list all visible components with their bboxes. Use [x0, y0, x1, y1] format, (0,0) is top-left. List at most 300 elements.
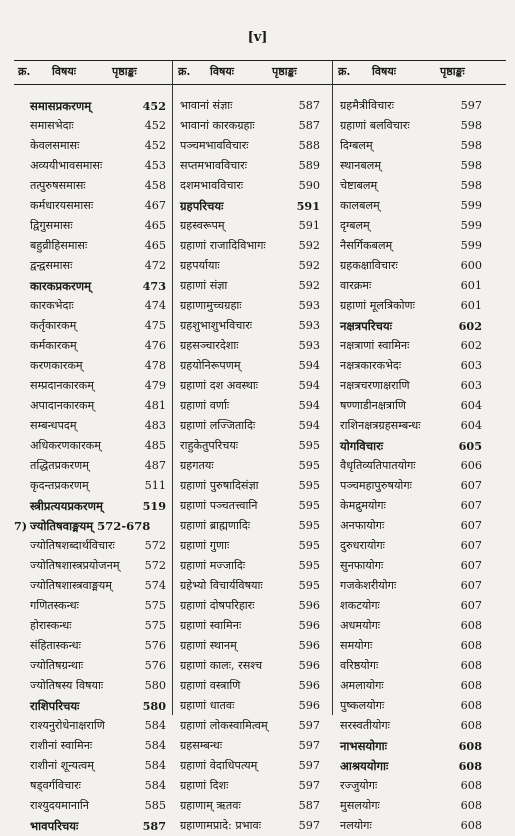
toc-entry-title: गणितस्कन्धः — [30, 599, 79, 612]
toc-entry-page: 584 — [144, 759, 166, 772]
toc-entry-page: 453 — [144, 159, 166, 172]
toc-entry — [30, 616, 168, 636]
toc-entry-title: राश्यनुरोधेनाक्षराणि — [30, 719, 105, 732]
toc-entry-page: 597 — [298, 819, 320, 832]
toc-entry — [340, 356, 482, 376]
toc-entry — [180, 736, 322, 756]
header-bottom-rule — [14, 84, 506, 85]
toc-entry-title: वैधृतिव्यतिपातयोगः — [340, 459, 416, 472]
toc-entry-title: ग्रहाणां गुणाः — [180, 539, 230, 552]
toc-entry — [180, 116, 322, 136]
toc-entry-page: 608 — [458, 759, 482, 773]
toc-entry — [30, 236, 168, 256]
toc-entry — [30, 596, 168, 616]
toc-entry — [180, 776, 322, 796]
toc-entry — [30, 696, 168, 716]
toc-entry-title: तत्पुरुषसमासः — [30, 179, 86, 192]
toc-entry-title: ग्रहाणां धातवः — [180, 699, 235, 712]
toc-entry-title: तद्धितप्रकरणम् — [30, 459, 89, 472]
toc-entry — [30, 356, 168, 376]
toc-entry-title: समासभेदाः — [30, 119, 74, 132]
toc-entry — [30, 636, 168, 656]
toc-entry-title: ग्रहाणामुच्चग्रहाः — [180, 299, 242, 312]
toc-entry-title: नक्षत्रचरणाक्षराणि — [340, 379, 410, 392]
toc-entry-page: 479 — [144, 379, 166, 392]
toc-entry — [180, 456, 322, 476]
toc-entry-page: 474 — [144, 299, 166, 312]
toc-entry-title: राहुकेतुपरिचयः — [180, 439, 239, 452]
toc-entry-page: 590 — [298, 179, 320, 192]
toc-entry-title: अव्ययीभावसमासः — [30, 159, 103, 172]
toc-entry — [180, 496, 322, 516]
toc-entry-page: 576 — [144, 639, 166, 652]
toc-column-2 — [180, 96, 322, 836]
toc-entry-title: ज्योतिषग्रन्थाः — [30, 659, 84, 672]
toc-entry-title: ग्रहाणां मज्जादिः — [180, 559, 246, 572]
toc-entry-title: कारकप्रकरणम् — [30, 279, 92, 293]
toc-entry-page: 608 — [460, 659, 482, 672]
toc-entry-page: 485 — [144, 439, 166, 452]
toc-entry-title: ग्रहाणां वस्त्राणि — [180, 679, 241, 692]
toc-entry-page: 603 — [460, 359, 482, 372]
toc-entry — [340, 256, 482, 276]
toc-entry-page: 452 — [144, 119, 166, 132]
toc-entry — [180, 796, 322, 816]
toc-entry-title: केमद्रुमयोगः — [340, 499, 386, 512]
toc-entry-page: 473 — [142, 279, 166, 293]
toc-entry-page: 595 — [298, 459, 320, 472]
toc-entry-title: ग्रहाणां पञ्चतत्त्वानि — [180, 499, 258, 512]
toc-column-3 — [340, 96, 482, 836]
toc-entry-page: 585 — [144, 799, 166, 812]
toc-entry-page: 519 — [142, 499, 166, 513]
toc-entry — [180, 556, 322, 576]
toc-entry — [180, 256, 322, 276]
toc-entry-page: 598 — [460, 139, 482, 152]
toc-entry — [180, 476, 322, 496]
toc-entry-page: 588 — [298, 139, 320, 152]
toc-entry-page: 596 — [298, 699, 320, 712]
toc-entry-title: ग्रहाणां लोकस्वामित्वम् — [180, 719, 268, 732]
toc-entry-title: ग्रहाणां स्वामिनः — [180, 619, 242, 632]
toc-entry-title: आश्रययोगाः — [340, 759, 389, 773]
toc-entry — [340, 816, 482, 836]
toc-entry — [180, 276, 322, 296]
toc-entry-title: नलयोगः — [340, 819, 372, 832]
toc-entry-title: ग्रहाणां दोषपरिहारः — [180, 599, 255, 612]
toc-entry — [30, 116, 168, 136]
toc-entry — [180, 536, 322, 556]
toc-entry — [180, 656, 322, 676]
toc-entry-page: 592 — [298, 279, 320, 292]
toc-entry — [180, 236, 322, 256]
toc-entry — [180, 576, 322, 596]
toc-entry — [30, 796, 168, 816]
toc-entry-page: 596 — [298, 659, 320, 672]
toc-entry — [340, 196, 482, 216]
toc-entry-page: 606 — [460, 459, 482, 472]
toc-entry-title: कर्मकारकम् — [30, 339, 77, 352]
toc-entry-page: 605 — [458, 439, 482, 453]
toc-entry-title: ग्रहस्वरूपम् — [180, 219, 225, 232]
toc-entry-page: 472 — [144, 259, 166, 272]
toc-entry — [340, 276, 482, 296]
toc-entry-page: 607 — [460, 599, 482, 612]
toc-entry-title: योगविचारः — [340, 439, 384, 453]
toc-entry-title: ज्योतिषवाङ्मयम् 572-678 — [30, 519, 151, 533]
toc-entry — [340, 716, 482, 736]
toc-entry-title: स्थानबलम् — [340, 159, 382, 172]
toc-entry — [180, 376, 322, 396]
toc-entry-title: अधिकरणकारकम् — [30, 439, 101, 452]
toc-entry-title: ग्रहाणां पुरुषादिसंज्ञा — [180, 479, 259, 492]
toc-entry-page: 584 — [144, 739, 166, 752]
toc-entry-title: ग्रहाणां कालः, रसश्च — [180, 659, 263, 672]
toc-entry — [180, 636, 322, 656]
toc-entry-title: दिग्बलम् — [340, 139, 373, 152]
toc-entry — [30, 716, 168, 736]
toc-entry-title: स्त्रीप्रत्ययप्रकरणम् — [30, 499, 103, 513]
toc-entry — [340, 516, 482, 536]
toc-entry-title: ज्योतिषशास्त्रप्रयोजनम् — [30, 559, 120, 572]
toc-entry-title: कृदन्तप्रकरणम् — [30, 479, 89, 492]
toc-entry — [340, 316, 482, 336]
toc-entry-page: 465 — [144, 239, 166, 252]
toc-entry — [30, 496, 168, 516]
toc-entry-title: ज्योतिषशास्त्रवाङ्मयम् — [30, 579, 112, 592]
toc-entry — [30, 316, 168, 336]
toc-entry-title: ग्रहपरिचयः — [180, 199, 224, 213]
toc-entry-page: 594 — [298, 359, 320, 372]
toc-entry-title: ग्रहाणां बलविचारः — [340, 119, 410, 132]
toc-entry-page: 584 — [144, 779, 166, 792]
toc-entry-title: ग्रहाणामप्रादे: प्रभावः — [180, 819, 261, 832]
toc-entry-title: करणकारकम् — [30, 359, 83, 372]
header-no: क्र. — [178, 65, 191, 78]
toc-entry-title: राशिनक्षत्रग्रहसम्बन्धः — [340, 419, 421, 432]
toc-entry — [30, 476, 168, 496]
toc-entry — [340, 396, 482, 416]
toc-entry-page: 597 — [298, 779, 320, 792]
header-subject: विषयः — [52, 65, 76, 78]
toc-entry-title: समयोगः — [340, 639, 373, 652]
toc-entry — [340, 676, 482, 696]
toc-entry — [340, 596, 482, 616]
toc-entry — [30, 156, 168, 176]
toc-entry-title: अमलायोगः — [340, 679, 384, 692]
toc-entry-title: नाभसयोगाः — [340, 739, 388, 753]
toc-entry — [340, 176, 482, 196]
toc-entry — [340, 696, 482, 716]
toc-entry — [30, 276, 168, 296]
toc-entry-title: अनफायोगः — [340, 519, 385, 532]
toc-entry — [340, 136, 482, 156]
toc-entry-page: 574 — [144, 579, 166, 592]
toc-entry-page: 595 — [298, 579, 320, 592]
toc-entry — [340, 616, 482, 636]
toc-entry-title: ग्रहाणां मूलत्रिकोणः — [340, 299, 415, 312]
toc-entry-title: ज्योतिषशब्दार्थविचारः — [30, 539, 115, 552]
toc-entry — [180, 716, 322, 736]
toc-entry-title: नक्षत्रकारकभेदः — [340, 359, 402, 372]
header-subject: विषयः — [372, 65, 396, 78]
toc-entry-page: 602 — [458, 319, 482, 333]
toc-entry-page: 452 — [142, 99, 166, 113]
toc-entry-title: ग्रहयोनिरूपणम् — [180, 359, 241, 372]
toc-entry-title: पुष्कलयोगः — [340, 699, 385, 712]
toc-entry — [30, 536, 168, 556]
toc-entry-page: 603 — [460, 379, 482, 392]
toc-entry-page: 607 — [460, 579, 482, 592]
toc-entry-title: गजकेशरीयोगः — [340, 579, 397, 592]
toc-entry-page: 475 — [144, 319, 166, 332]
toc-entry-page: 595 — [298, 479, 320, 492]
toc-entry-title: ज्योतिषस्य विषयाः — [30, 679, 104, 692]
toc-entry-page: 592 — [298, 259, 320, 272]
toc-entry — [180, 816, 322, 836]
toc-entry-title: नक्षत्राणां स्वामिनः — [340, 339, 410, 352]
toc-entry — [30, 256, 168, 276]
toc-entry — [180, 156, 322, 176]
toc-entry-page: 587 — [298, 799, 320, 812]
toc-entry — [30, 436, 168, 456]
toc-entry-title: अपादानकारकम् — [30, 399, 95, 412]
toc-entry — [180, 696, 322, 716]
toc-entry-title: राश्युदयमानानि — [30, 799, 89, 812]
toc-entry-page: 607 — [460, 499, 482, 512]
toc-entry — [340, 296, 482, 316]
toc-entry — [30, 216, 168, 236]
toc-entry-title: ग्रहाणां वेदाधिपत्यम् — [180, 759, 258, 772]
toc-entry-page: 572 — [144, 539, 166, 552]
toc-entry-title: केवलसमासः — [30, 139, 80, 152]
toc-entry-page: 598 — [460, 179, 482, 192]
toc-entry — [180, 416, 322, 436]
toc-entry-title: नैसर्गिकबलम् — [340, 239, 393, 252]
column-divider — [172, 60, 173, 715]
toc-entry — [340, 636, 482, 656]
toc-entry-title: ग्रहाणां संज्ञा — [180, 279, 228, 292]
toc-entry-title: कर्तृकारकम् — [30, 319, 77, 332]
toc-entry — [30, 396, 168, 416]
toc-entry-page: 478 — [144, 359, 166, 372]
toc-entry — [180, 136, 322, 156]
header-no: क्र. — [18, 65, 31, 78]
toc-entry-title: कालबलम् — [340, 199, 380, 212]
toc-entry-title: भावपरिचयः — [30, 819, 79, 833]
toc-entry-page: 608 — [460, 699, 482, 712]
toc-entry-title: समासप्रकरणम् — [30, 99, 92, 113]
toc-entry-title: नक्षत्रपरिचयः — [340, 319, 392, 333]
toc-entry-title: ग्रहाणां ब्राह्मणादिः — [180, 519, 251, 532]
toc-entry-page: 476 — [144, 339, 166, 352]
toc-entry — [340, 496, 482, 516]
column-divider — [332, 60, 333, 715]
toc-entry — [340, 376, 482, 396]
toc-entry — [180, 596, 322, 616]
toc-entry — [340, 216, 482, 236]
toc-entry-page: 607 — [460, 479, 482, 492]
toc-entry-title: ग्रहाणाम् ऋतवः — [180, 799, 241, 812]
toc-entry-title: राशीनां स्वामिनः — [30, 739, 93, 752]
toc-entry-title: सम्प्रदानकारकम् — [30, 379, 94, 392]
toc-entry — [30, 376, 168, 396]
toc-entry-page: 602 — [460, 339, 482, 352]
toc-entry — [30, 656, 168, 676]
toc-entry-page: 592 — [298, 239, 320, 252]
toc-entry-title: ग्रहाणां स्थानम् — [180, 639, 237, 652]
toc-entry-page: 597 — [460, 99, 482, 112]
toc-entry-title: भावानां कारकग्रहाः — [180, 119, 255, 132]
toc-entry-title: ग्रहाणां लज्जितादिः — [180, 419, 256, 432]
toc-entry-page: 597 — [298, 739, 320, 752]
toc-entry — [30, 576, 168, 596]
toc-entry-title: सरस्वतीयोगः — [340, 719, 390, 732]
toc-entry-page: 594 — [298, 379, 320, 392]
toc-entry-title: दृग्बलम् — [340, 219, 370, 232]
toc-entry-page: 600 — [460, 259, 482, 272]
toc-entry — [30, 776, 168, 796]
toc-entry — [180, 296, 322, 316]
toc-entry-page: 607 — [460, 539, 482, 552]
toc-entry-page: 587 — [298, 119, 320, 132]
toc-entry-title: ग्रहमैत्रीविचारः — [340, 99, 394, 112]
toc-entry — [30, 456, 168, 476]
toc-entry-title: ग्रहकक्षाविचारः — [340, 259, 398, 272]
toc-entry — [340, 796, 482, 816]
toc-entry — [340, 736, 482, 756]
toc-entry-page: 595 — [298, 519, 320, 532]
toc-entry-title: शकटयोगः — [340, 599, 380, 612]
toc-entry — [180, 396, 322, 416]
toc-entry — [180, 516, 322, 536]
header-page: पृष्ठाङ्कः — [112, 65, 137, 78]
toc-entry-title: द्वन्द्वसमासः — [30, 259, 73, 272]
toc-entry — [180, 356, 322, 376]
toc-entry-page: 575 — [144, 619, 166, 632]
toc-entry-title: ग्रहपर्यायाः — [180, 259, 220, 272]
toc-entry-page: 596 — [298, 599, 320, 612]
toc-entry — [180, 96, 322, 116]
toc-entry-page: 608 — [458, 739, 482, 753]
toc-entry — [340, 416, 482, 436]
toc-entry-title: मुसलयोगः — [340, 799, 380, 812]
toc-entry — [180, 316, 322, 336]
toc-entry-title: राशिपरिचयः — [30, 699, 80, 713]
toc-entry-page: 591 — [296, 199, 320, 213]
toc-entry-page: 598 — [460, 159, 482, 172]
toc-entry-title: दशमभावविचारः — [180, 179, 244, 192]
toc-entry-title: होरास्कन्धः — [30, 619, 72, 632]
toc-entry-title: सुनफायोगः — [340, 559, 384, 572]
toc-entry — [340, 336, 482, 356]
toc-entry-title: पञ्चमभावविचारः — [180, 139, 249, 152]
toc-entry — [180, 616, 322, 636]
toc-entry — [30, 196, 168, 216]
toc-entry-page: 465 — [144, 219, 166, 232]
toc-entry-page: 587 — [298, 99, 320, 112]
toc-entry — [340, 556, 482, 576]
toc-entry-title: सम्बन्धपदम् — [30, 419, 77, 432]
toc-entry-page: 595 — [298, 439, 320, 452]
toc-entry-page: 481 — [144, 399, 166, 412]
toc-entry — [30, 756, 168, 776]
toc-entry-title: बहुव्रीहिसमासः — [30, 239, 88, 252]
toc-entry — [30, 176, 168, 196]
toc-entry-page: 572 — [144, 559, 166, 572]
toc-entry — [180, 436, 322, 456]
toc-entry-page: 593 — [298, 339, 320, 352]
toc-entry-title: ग्रहेभ्यो विचार्यविषयाः — [180, 579, 263, 592]
toc-entry-page: 608 — [460, 719, 482, 732]
toc-entry-page: 594 — [298, 399, 320, 412]
toc-entry-page: 608 — [460, 679, 482, 692]
toc-entry — [340, 436, 482, 456]
toc-entry-title: चेष्टाबलम् — [340, 179, 378, 192]
toc-entry-page: 597 — [298, 759, 320, 772]
toc-entry-page: 580 — [142, 699, 166, 713]
toc-entry — [30, 676, 168, 696]
toc-entry — [340, 536, 482, 556]
toc-entry-title: सप्तमभावविचारः — [180, 159, 248, 172]
toc-entry-page: 593 — [298, 299, 320, 312]
toc-entry — [340, 576, 482, 596]
header-top-rule — [14, 60, 506, 61]
toc-entry — [340, 116, 482, 136]
toc-entry-page: 607 — [460, 519, 482, 532]
toc-entry-page: 604 — [460, 419, 482, 432]
toc-entry-page: 452 — [144, 139, 166, 152]
toc-entry-title: रज्जुयोगः — [340, 779, 378, 792]
toc-entry — [180, 756, 322, 776]
toc-entry-title: भावानां संज्ञाः — [180, 99, 233, 112]
header-page: पृष्ठाङ्कः — [272, 65, 297, 78]
toc-entry-page: 598 — [460, 119, 482, 132]
toc-entry-page: 596 — [298, 639, 320, 652]
toc-entry-page: 599 — [460, 199, 482, 212]
toc-entry-title: अधमयोगः — [340, 619, 381, 632]
toc-entry — [30, 136, 168, 156]
toc-entry-page: 596 — [298, 679, 320, 692]
toc-entry-title: ग्रहसम्बन्धः — [180, 739, 223, 752]
toc-entry-page: 594 — [298, 419, 320, 432]
toc-entry-page: 593 — [298, 319, 320, 332]
toc-entry-title: ग्रहाणां राजादिविभागः — [180, 239, 266, 252]
toc-entry-title: पञ्चमहापुरुषयोगः — [340, 479, 412, 492]
toc-entry-page: 608 — [460, 639, 482, 652]
toc-entry-page: 587 — [142, 819, 166, 833]
toc-entry — [340, 236, 482, 256]
toc-entry — [180, 676, 322, 696]
toc-entry-title: वारक्रमः — [340, 279, 372, 292]
toc-entry-page: 589 — [298, 159, 320, 172]
toc-entry-page: 608 — [460, 619, 482, 632]
toc-entry — [340, 456, 482, 476]
toc-entry — [340, 656, 482, 676]
toc-entry — [180, 176, 322, 196]
toc-entry-page: 580 — [144, 679, 166, 692]
toc-entry-title: ग्रहसञ्चारदेशाः — [180, 339, 239, 352]
toc-entry — [180, 216, 322, 236]
toc-entry-title: दुरुधरायोगः — [340, 539, 385, 552]
toc-entry-page: 576 — [144, 659, 166, 672]
toc-entry-page: 591 — [298, 219, 320, 232]
toc-entry-page: 595 — [298, 539, 320, 552]
toc-entry — [340, 96, 482, 116]
toc-entry-page: 599 — [460, 219, 482, 232]
toc-entry — [30, 556, 168, 576]
toc-entry-page: 601 — [460, 299, 482, 312]
